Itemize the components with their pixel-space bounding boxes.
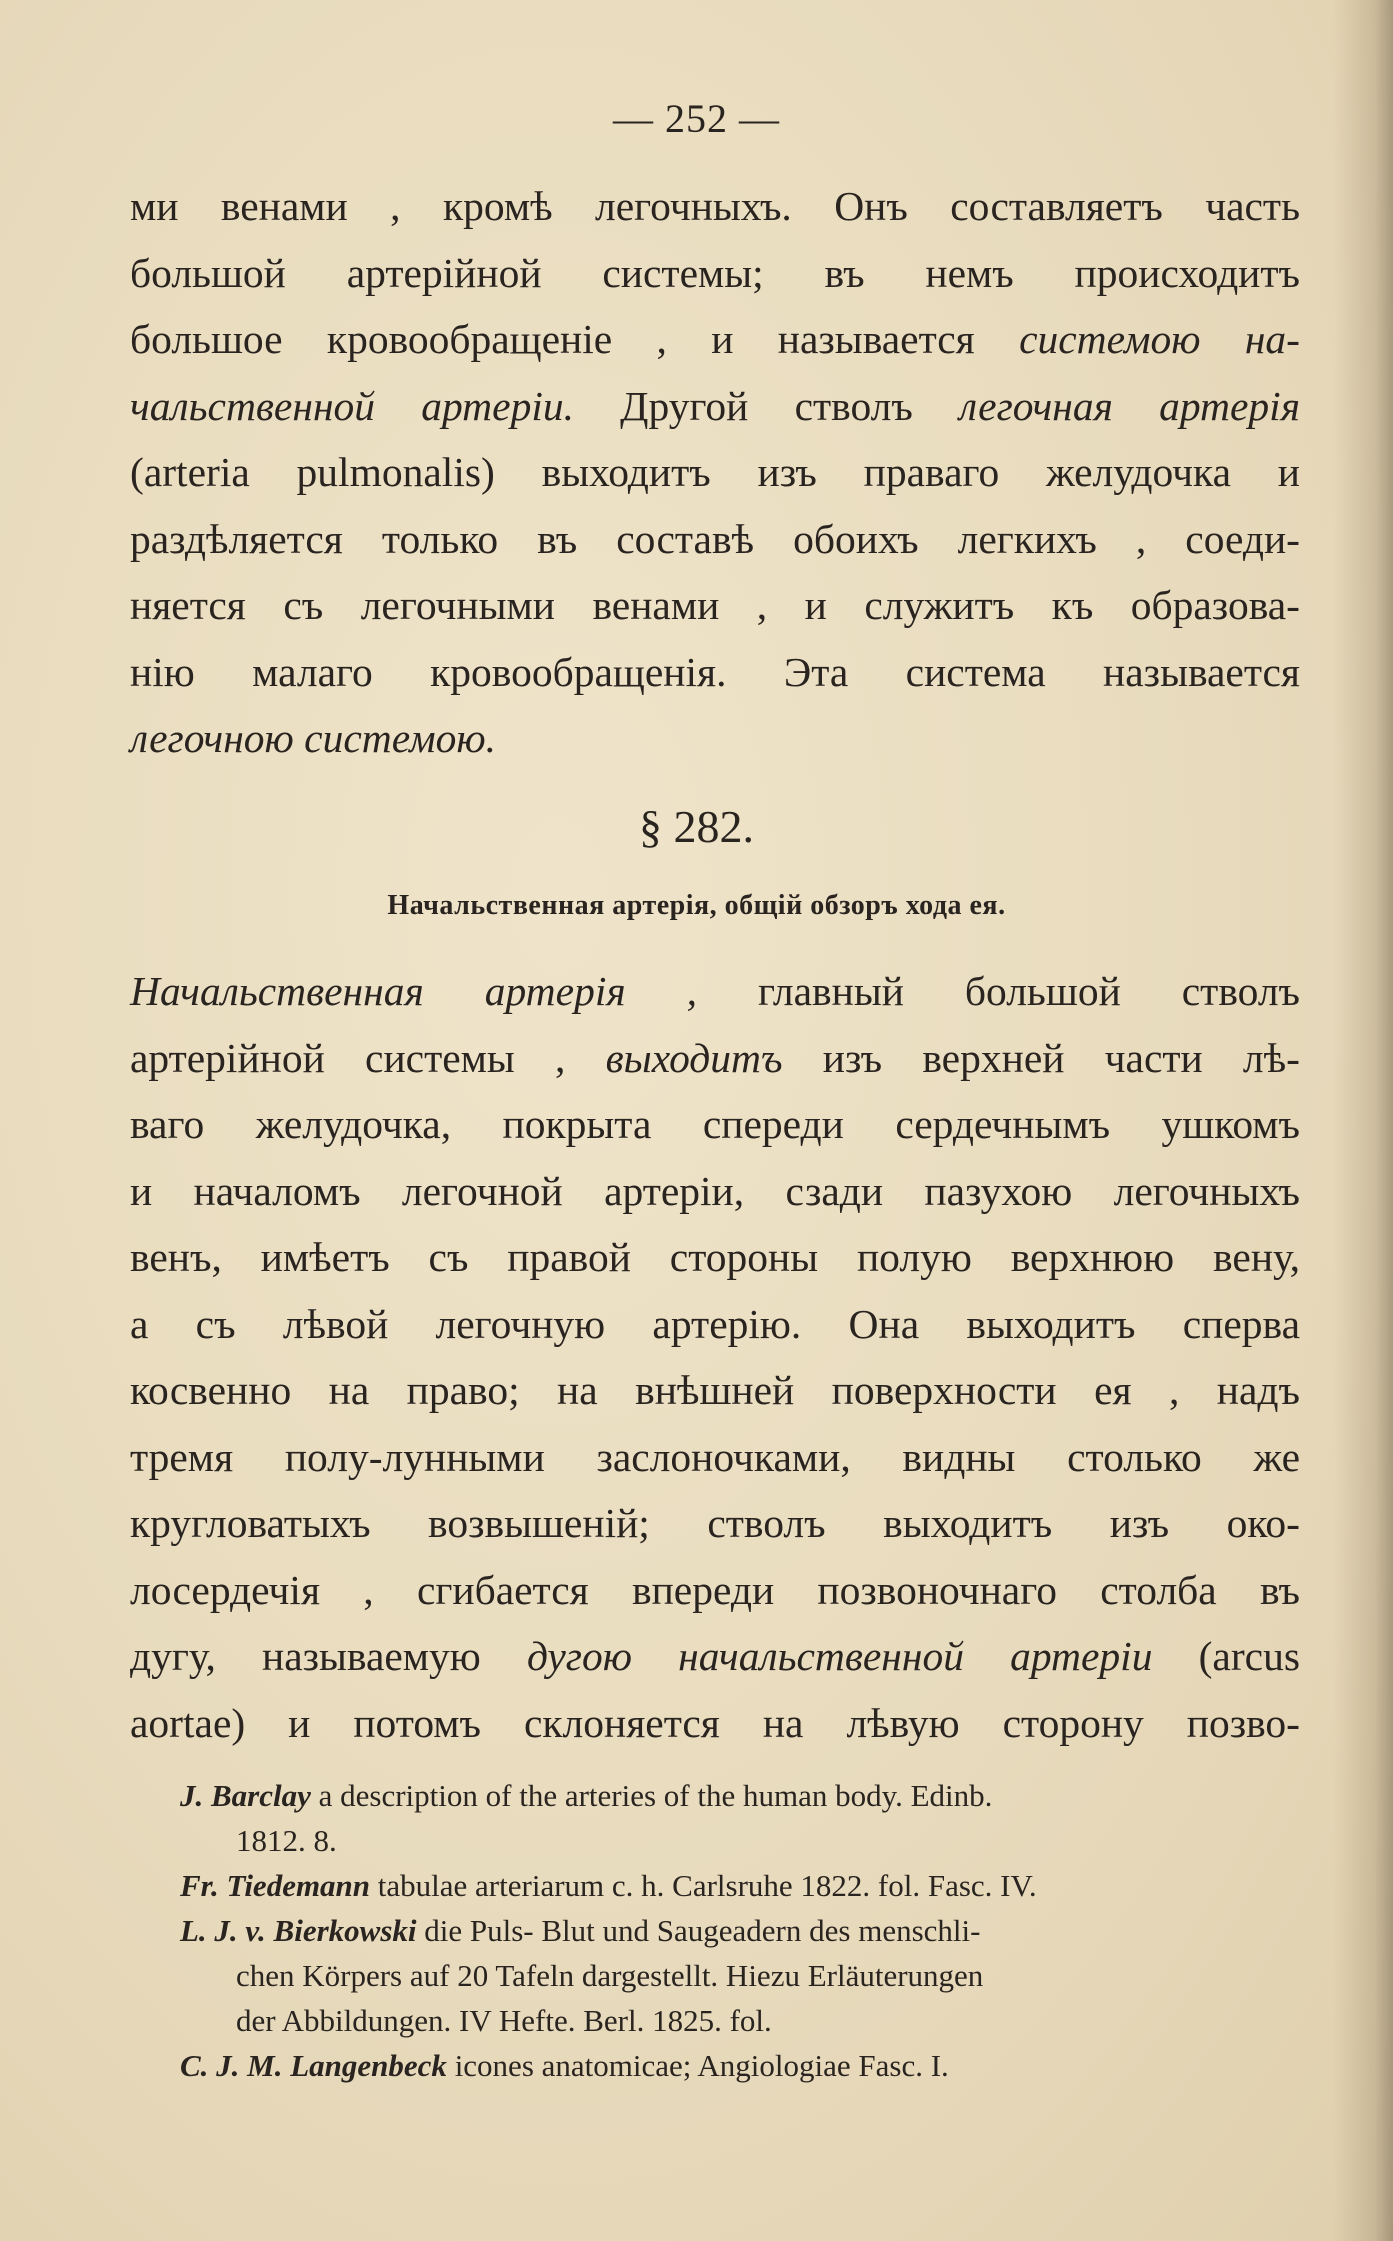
italic-text: системою на-: [1019, 316, 1300, 362]
footnote-text: icones anatomicae; Angiologiae Fasc. I.: [446, 2048, 949, 2083]
text-line: [130, 373, 1300, 440]
text-segment: дугу, называемую: [130, 1633, 527, 1679]
page-edge-shadow: [1333, 0, 1393, 2241]
text-line: [130, 1690, 1300, 1757]
text-segment: большое кровообращенiе , и называется: [130, 316, 1020, 362]
italic-text: легочною системою.: [130, 715, 497, 761]
text-segment: Другой стволъ: [573, 382, 960, 429]
text-segment: лосердечiя , сгибается впереди позвоночнаго столба въ: [130, 1566, 1300, 1613]
text-line: [130, 1224, 1300, 1291]
bibliography-footnotes: [180, 1773, 1230, 2088]
text-segment: а съ лѣвой легочную артерiю. Она выходитъ сперва: [130, 1300, 1300, 1347]
footnote-author: C. J. M. Langenbeck: [180, 2048, 447, 2083]
text-line: [130, 240, 1300, 307]
text-line: [130, 572, 1300, 639]
footnote-line: [180, 2043, 1230, 2088]
text-segment: ваго желудочка, покрыта спереди сердечнымъ ушкомъ: [130, 1101, 1300, 1147]
footnote-text: 1812. 8.: [236, 1823, 337, 1858]
text-segment: большой артерiйной системы; въ немъ происходитъ: [130, 249, 1300, 296]
text-line: [130, 439, 1300, 506]
text-line: [130, 173, 1300, 240]
text-line: [130, 705, 1300, 772]
text-line: [130, 1424, 1300, 1491]
footnote-line: [180, 1863, 1230, 1908]
footnote-line: [180, 1773, 1230, 1818]
text-segment: нiю малаго кровообращенiя. Эта система называется: [130, 648, 1300, 695]
paragraph-aorta: [130, 958, 1300, 1756]
footnote-author: Fr. Tiedemann: [180, 1868, 371, 1903]
italic-text: выходитъ: [605, 1034, 783, 1081]
text-segment: кругловатыхъ возвышенiй; стволъ выходитъ изъ око-: [130, 1500, 1300, 1546]
text-segment: главный большой стволъ: [697, 968, 1300, 1014]
footnote-line: [180, 1998, 1230, 2043]
italic-text: легочная артерiя: [959, 382, 1300, 429]
text-line: [130, 1158, 1300, 1225]
text-segment: няется съ легочными венами , и служитъ къ образова-: [130, 582, 1300, 628]
text-segment: (arteria pulmonalis) выходитъ изъ праваго желудочка и: [130, 449, 1300, 495]
footnote-text: a description of the arteries of the human body. Edinb.: [310, 1778, 993, 1813]
text-line: [130, 1291, 1300, 1358]
italic-text: Начальственная артерiя ,: [130, 968, 697, 1014]
text-segment: венъ, имѣетъ съ правой стороны полую верхнюю вену,: [130, 1234, 1300, 1280]
text-line: [130, 1091, 1300, 1158]
footnote-author: J. Barclay: [180, 1778, 311, 1813]
text-line: [130, 506, 1300, 573]
text-line: [130, 1490, 1300, 1557]
text-segment: (arcus: [1152, 1633, 1300, 1679]
text-segment: aortae) и потомъ склоняется на лѣвую сторону позво-: [130, 1699, 1300, 1746]
text-line: [130, 1357, 1300, 1424]
text-segment: ми венами , кромѣ легочныхъ. Онъ составляетъ часть: [130, 183, 1300, 229]
footnote-line: [180, 1953, 1230, 1998]
footnote-line: [180, 1908, 1230, 1953]
text-segment: тремя полу-лунными заслоночками, видны столько же: [130, 1433, 1300, 1480]
text-line: [130, 306, 1300, 373]
text-line: [130, 1025, 1300, 1092]
italic-text: чальственной артерiи.: [130, 382, 574, 429]
text-line: [130, 639, 1300, 706]
page-number: — 252 —: [613, 96, 780, 141]
paragraph-continued: [130, 173, 1300, 772]
footnote-text: tabulae arteriarum c. h. Carlsruhe 1822. fol. Fasc. IV.: [370, 1868, 1037, 1903]
text-segment: косвенно на право; на внѣшней поверхности ея , надъ: [130, 1367, 1300, 1413]
text-line: [130, 958, 1300, 1025]
text-segment: и началомъ легочной артерiи, сзади пазухою легочныхъ: [130, 1167, 1300, 1214]
text-line: [130, 1557, 1300, 1624]
footnote-author: L. J. v. Bierkowski: [180, 1913, 417, 1948]
text-line: [130, 1623, 1300, 1690]
section-title: Начальственная артерiя, общiй обзоръ хода ея.: [387, 890, 1006, 921]
footnote-text: die Puls- Blut und Saugeadern des menschli-: [416, 1913, 981, 1948]
footnote-text: der Abbildungen. IV Hefte. Berl. 1825. fol.: [236, 2003, 772, 2038]
italic-text: дугою начальственной артерiи: [526, 1633, 1153, 1679]
footnote-text: chen Körpers auf 20 Tafeln dargestellt. Hiezu Erläuterungen: [236, 1958, 984, 1993]
text-segment: раздѣляется только въ составѣ обоихъ легкихъ , соеди-: [130, 515, 1300, 562]
text-segment: артерiйной системы ,: [130, 1034, 606, 1081]
footnote-line: [180, 1818, 1230, 1863]
section-number: § 282.: [639, 801, 754, 852]
text-segment: изъ верхней части лѣ-: [782, 1034, 1300, 1081]
